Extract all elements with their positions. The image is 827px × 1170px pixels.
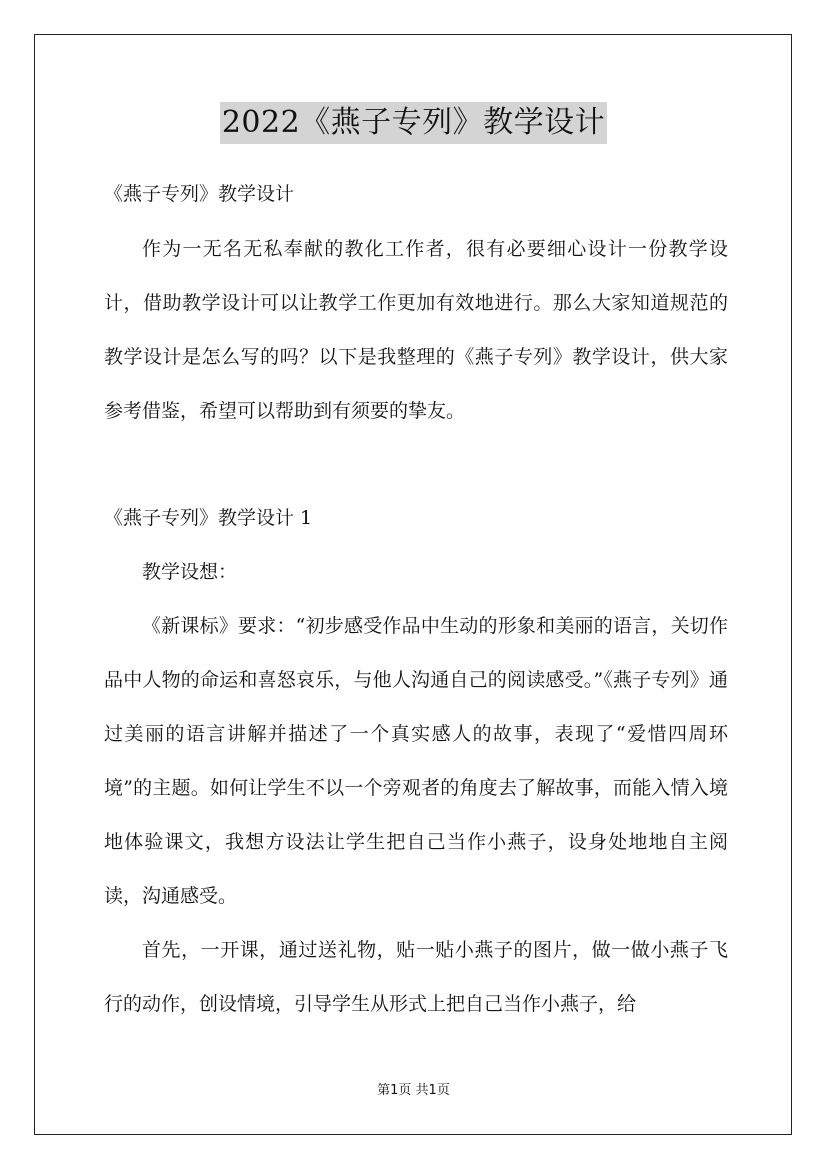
teaching-idea-label: 教学设想：: [142, 561, 238, 583]
intro-paragraph: 作为一无名无私奉献的教化工作者，很有必要细心设计一份教学设计，借助教学设计可以让教学工作更加有效地进行。那么大家知道规范的教学设计是怎么写的吗？以下是我整理的《燕子专列》教学设计，供大家参考借鉴，希望可以帮助到有须要的挚友。: [104, 238, 728, 422]
document-subtitle: 《燕子专列》教学设计: [104, 183, 295, 205]
title-container: [0, 102, 827, 144]
page-footer: 第1页 共1页: [377, 1083, 450, 1098]
body-paragraph: 《新课标》要求：“初步感受作品中生动的形象和美丽的语言，关切作品中人物的命运和喜怒哀乐，与他人沟通自己的阅读感受。”《燕子专列》通过美丽的语言讲解并描述了一个真实感人的故事，表现了“爱惜四周环境”的主题。如何让学生不以一个旁观者的角度去了解故事，而能入情入境地体验课文，我想方设法让学生把自己当作小燕子，设身处地地自主阅读，沟通感受。: [104, 615, 728, 907]
document-title: 2022《燕子专列》教学设计: [220, 102, 607, 144]
body-paragraph: 首先，一开课，通过送礼物，贴一贴小燕子的图片，做一做小燕子飞行的动作，创设情境，引导学生从形式上把自己当作小燕子，给: [104, 939, 728, 1015]
section-heading: 《燕子专列》教学设计 1: [104, 507, 313, 529]
